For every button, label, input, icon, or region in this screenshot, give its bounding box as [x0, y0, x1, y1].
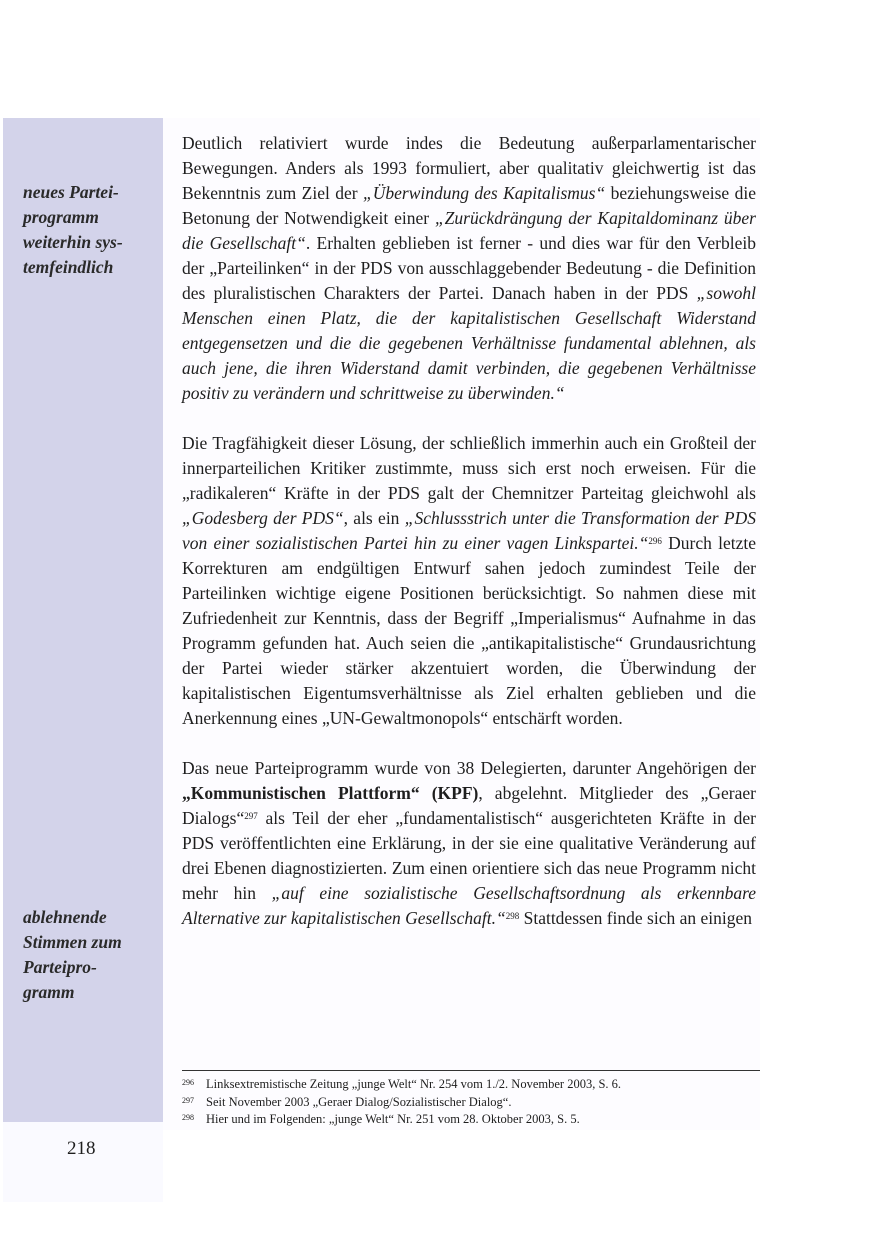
quote-text: „sowohl Menschen einen Platz, die der kapitalistischen Gesellschaft Widerstand entgegensetzen und die die gegebenen Verhältnisse fundamental ablehnen, als auch jene, die ihren Widerstand damit verbinden, die gegebenen Verhältnisse positiv zu verändern und schrittweise zu überwinden.“: [182, 283, 756, 403]
footnote: [182, 1111, 760, 1129]
margin-note-line: neues Partei-: [23, 182, 119, 202]
quote-text: „Überwindung des Kapitalismus“: [363, 183, 606, 203]
footnote-ref: 296: [648, 536, 662, 546]
text-run: , abgelehnt. Mitglieder des „Geraer Dialogs“: [182, 783, 756, 828]
margin-note-line: programm: [23, 207, 99, 227]
text-run: . Erhalten geblieben ist ferner - und dies war für den Verbleib der „Parteilinken“ in der PDS von ausschlaggebender Bedeutung - die Definition des pluralistischen Charakters der Partei. Danach haben in der PDS: [182, 233, 757, 303]
margin-note-line: temfeindlich: [23, 257, 114, 277]
quote-text: „Zurückdrängung der Kapitaldominanz über die Gesellschaft“: [182, 208, 756, 253]
footnote-ref: 297: [244, 811, 258, 821]
footnote-ref: 298: [505, 911, 520, 921]
margin-note-line: ablehnende: [23, 907, 107, 927]
quote-text: „Godesberg der PDS“: [182, 508, 344, 528]
footnote-text: Linksextremistische Zeitung „junge Welt“ Nr. 254 vom 1./2. November 2003, S. 6.: [206, 1077, 622, 1091]
text-run: Durch letzte Korrekturen am endgültigen Entwurf sahen jedoch zumindest Teile der Parteilinken wichtige eigene Positionen berücksichtigt. So nahmen diese mit Zufriedenheit zur Kenntnis, dass der Begriff „Imperialismus“ Aufnahme in das Programm gefunden hat. Auch seien die „antikapitalistische“ Grundausrichtung der Partei wieder stärker akzentuiert worden, die Überwindung der kapitalistischen Eigentumsverhältnisse als Ziel erhalten geblieben und die Anerkennung eines „UN-Gewaltmonopols“ entschärft worden.: [182, 533, 756, 728]
text-run: , als ein: [343, 508, 405, 528]
text-run: beziehungsweise die Betonung der Notwendigkeit einer: [182, 183, 756, 228]
footnotes: [182, 1076, 760, 1129]
text-run: Das neue Parteiprogramm wurde von 38 Delegierten, darunter Angehörigen der: [182, 758, 756, 778]
paragraph: [182, 131, 756, 406]
margin-note-rejecting-votes: [23, 905, 153, 1005]
footnote: [182, 1076, 760, 1094]
bold-text: „Kommunistischen Plattform“ (KPF): [182, 783, 479, 803]
text-run: Stattdessen finde sich an einigen: [519, 908, 753, 928]
text-run: als Teil der eher „fundamentalistisch“ ausgerichteten Kräfte in der PDS veröffentlichten eine Erklärung, in der sie eine qualitative Veränderung auf drei Ebenen diagnostizierten. Zum einen orientiere sich das neue Programm nicht mehr hin: [182, 808, 756, 903]
footnote-text: Seit November 2003 „Geraer Dialog/Sozialistischer Dialog“.: [206, 1094, 512, 1109]
margin-column-footer: [3, 1122, 163, 1202]
footnote-number: 297: [182, 1095, 194, 1105]
footnote-number: 296: [182, 1078, 194, 1087]
margin-note-program: [23, 180, 153, 280]
text-run: Die Tragfähigkeit dieser Lösung, der schließlich immerhin auch ein Großteil der innerparteilichen Kritiker zustimmte, muss sich erst noch erweisen. Für die „radikaleren“ Kräfte in der PDS galt der Chemnitzer Parteitag gleichwohl als: [182, 433, 756, 503]
footnote-number: 298: [182, 1113, 194, 1122]
footnote: [182, 1094, 760, 1112]
body-text: [182, 131, 756, 931]
page-number: 218: [67, 1138, 96, 1159]
margin-note-line: Parteipro-: [23, 957, 97, 977]
paragraph: [182, 431, 756, 731]
margin-note-line: gramm: [23, 982, 75, 1002]
footnote-text: Hier und im Folgenden: „junge Welt“ Nr. 251 vom 28. Oktober 2003, S. 5.: [206, 1112, 580, 1126]
margin-note-line: weiterhin sys-: [23, 232, 123, 252]
footnote-separator: [182, 1070, 760, 1071]
paragraph: [182, 756, 756, 931]
quote-text: „auf eine sozialistische Gesellschaftsordnung als erkennbare Alternative zur kapitalistischen Gesellschaft.“: [182, 883, 756, 928]
quote-text: „Schlussstrich unter die Transformation der PDS von einer sozialistischen Partei hin zu einer vagen Linkspartei.“: [182, 508, 756, 553]
margin-note-line: Stimmen zum: [23, 932, 122, 952]
text-run: Deutlich relativiert wurde indes die Bedeutung außerparlamentarischer Bewegungen. Anders als 1993 formuliert, aber qualitativ gleichwertig ist das Bekenntnis zum Ziel der: [182, 133, 756, 203]
